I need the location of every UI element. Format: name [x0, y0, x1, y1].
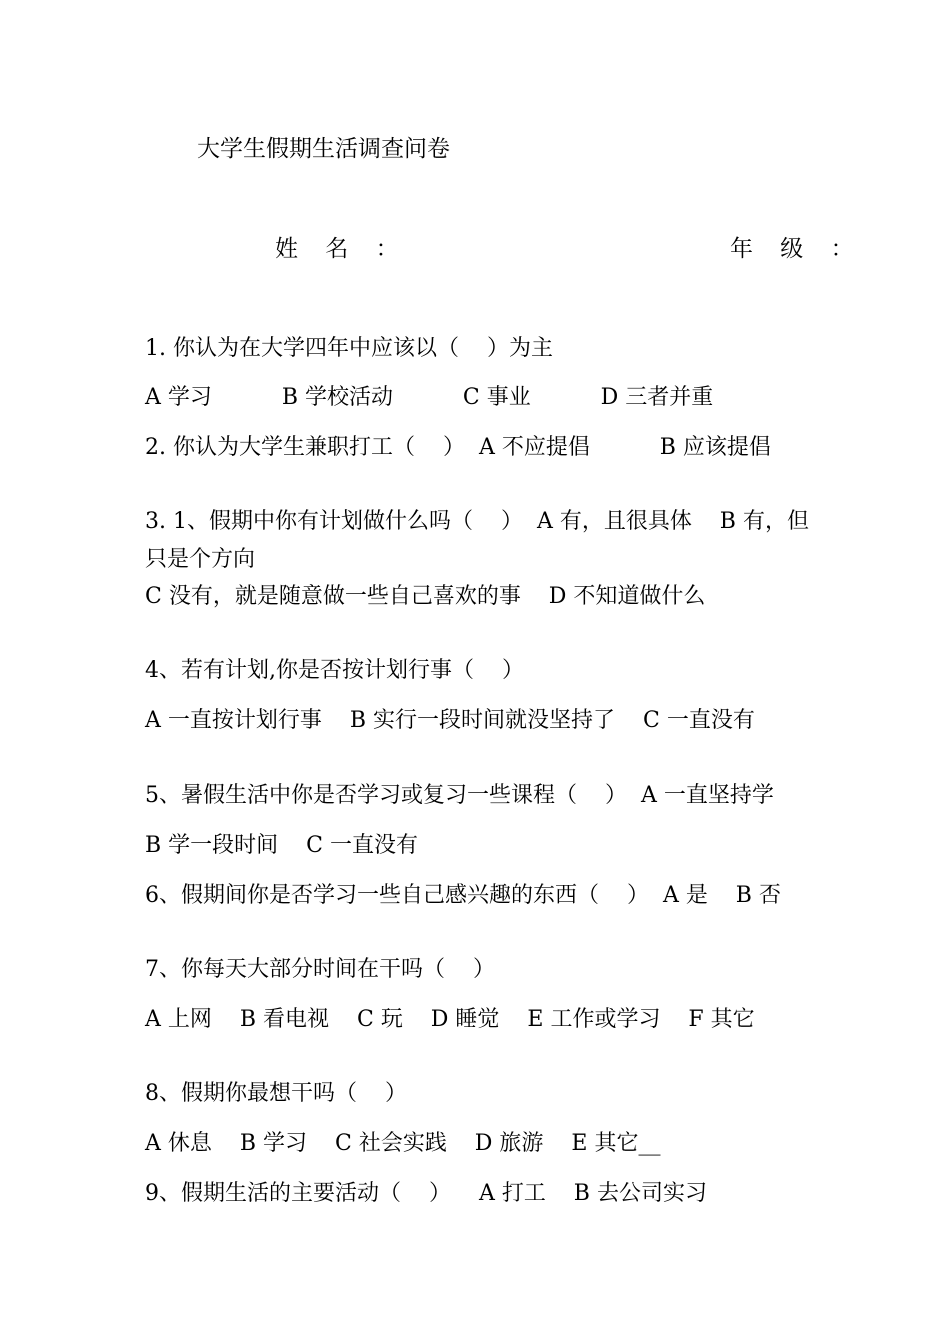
- question-8-options: A 休息 B 学习 C 社会实践 D 旅游 E 其它__: [145, 1131, 661, 1156]
- question-3-continued: 只是个方向: [145, 547, 256, 572]
- name-label: 姓 名 ：: [275, 236, 409, 262]
- question-5: 5、暑假生活中你是否学习或复习一些课程（ ） A 一直坚持学: [145, 783, 774, 808]
- question-2: 2. 你认为大学生兼职打工（ ） A 不应提倡 B 应该提倡: [145, 435, 771, 460]
- question-3: 3. 1、假期中你有计划做什么吗（ ） A 有，且很具体 B 有，但: [145, 509, 809, 534]
- question-5-options: B 学一段时间 C 一直没有: [145, 833, 418, 858]
- question-3-options: C 没有，就是随意做一些自己喜欢的事 D 不知道做什么: [145, 584, 706, 609]
- grade-label: 年 级 ：: [730, 236, 864, 262]
- question-9: 9、假期生活的主要活动（ ） A 打工 B 去公司实习: [145, 1181, 707, 1206]
- page-title: 大学生假期生活调查问卷: [197, 136, 450, 162]
- question-1: 1. 你认为在大学四年中应该以（ ）为主: [145, 336, 553, 361]
- question-4-options: A 一直按计划行事 B 实行一段时间就没坚持了 C 一直没有: [145, 708, 755, 733]
- question-8: 8、假期你最想干吗（ ）: [145, 1081, 407, 1106]
- question-7: 7、你每天大部分时间在干吗（ ）: [145, 957, 495, 982]
- question-4: 4、若有计划,你是否按计划行事（ ）: [145, 658, 524, 683]
- question-6: 6、假期间你是否学习一些自己感兴趣的东西（ ） A 是 B 否: [145, 883, 781, 908]
- question-1-options: A 学习 B 学校活动 C 事业 D 三者并重: [145, 385, 714, 410]
- question-7-options: A 上网 B 看电视 C 玩 D 睡觉 E 工作或学习 F 其它: [145, 1007, 755, 1032]
